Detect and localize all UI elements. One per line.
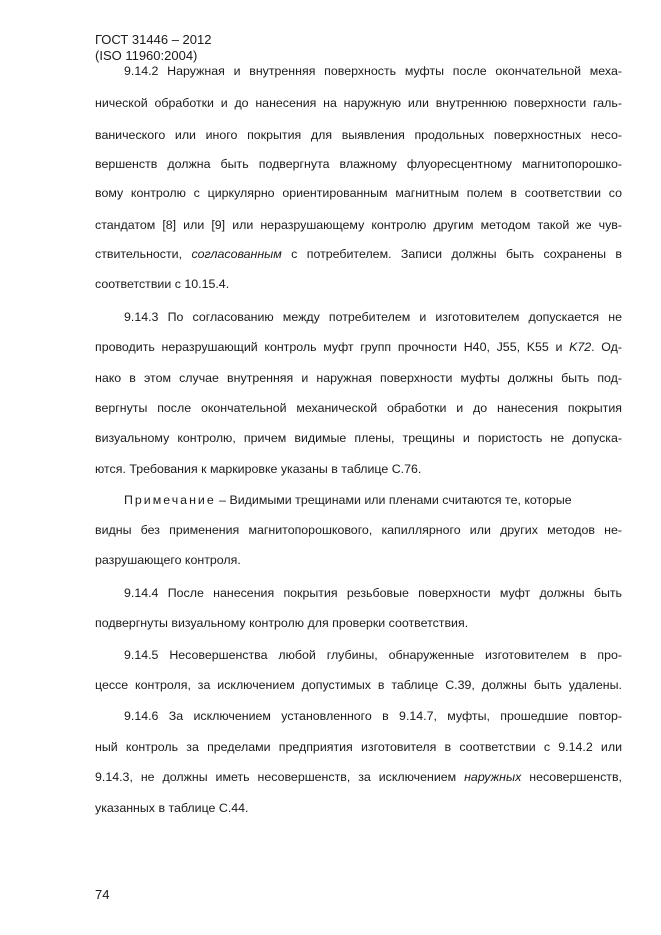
paragraph-9-14-6-line: ный контроль за пределами предприятия изготовителя в соответствии с 9.14.2 или	[95, 740, 622, 754]
paragraph-9-14-3-line: визуальному контролю, причем видимые плены, трещины и пористость не допуска-	[95, 431, 622, 445]
paragraph-9-14-5-line: 9.14.5 Несовершенства любой глубины, обнаруженные изготовителем в про-	[124, 648, 622, 662]
paragraph-9-14-2-line: ванического или иного покрытия для выявления продольных поверхностных несо-	[95, 128, 622, 142]
paragraph-9-14-3-line: вергнуты после окончательной механической обработки и до нанесения покрытия	[95, 401, 622, 415]
paragraph-9-14-2-line: вому контролю с циркулярно ориентированным магнитным полем в соответствии со	[95, 186, 622, 200]
page-number: 74	[95, 887, 110, 902]
note-line: разрушающего контроля.	[95, 553, 241, 567]
emphasis-text: согласованным	[191, 247, 282, 261]
paragraph-9-14-2-line: стандатом [8] или [9] или неразрушающему контролю другим методом такой же чув-	[95, 218, 622, 232]
paragraph-9-14-6-line: 9.14.3, не должны иметь несовершенств, за исключением наружных несовершенств,	[95, 770, 622, 784]
paragraph-9-14-6-line: указанных в таблице С.44.	[95, 801, 249, 815]
paragraph-9-14-6-line: 9.14.6 За исключением установленного в 9.14.7, муфты, прошедшие повтор-	[124, 709, 622, 723]
paragraph-9-14-4-line: подвергнуты визуальному контролю для проверки соответствия.	[95, 616, 469, 630]
paragraph-9-14-2-line: вершенств должна быть подвергнута влажному флуоресцентному магнитопорошко-	[95, 157, 622, 171]
note-line: видны без применения магнитопорошкового, капиллярного или других методов не-	[95, 523, 622, 537]
paragraph-9-14-2-line: соответствии с 10.15.4.	[95, 277, 230, 291]
paragraph-9-14-2-line: ствительности, согласованным с потребителем. Записи должны быть сохранены в	[95, 247, 622, 261]
document-header	[95, 32, 211, 64]
iso-reference: (ISO 11960:2004)	[95, 48, 198, 63]
note-line: Примечание – Видимыми трещинами или пленами считаются те, которые	[124, 493, 572, 507]
paragraph-9-14-4-line: 9.14.4 После нанесения покрытия резьбовые поверхности муфт должны быть	[124, 586, 622, 600]
paragraph-9-14-3-line: проводить неразрушающий контроль муфт групп прочности Н40, J55, K55 и K72. Од-	[95, 340, 622, 354]
paragraph-9-14-3-line: 9.14.3 По согласованию между потребителем и изготовителем допускается не	[124, 310, 622, 324]
paragraph-9-14-2-line: 9.14.2 Наружная и внутренняя поверхность муфты после окончательной меха-	[124, 64, 622, 78]
paragraph-9-14-3-line: ются. Требования к маркировке указаны в таблице С.76.	[95, 462, 422, 476]
paragraph-9-14-2-line: нической обработки и до нанесения на наружную или внутреннюю поверхности галь-	[95, 96, 622, 110]
note-label: Примечание	[124, 493, 216, 507]
emphasis-text: K72	[569, 340, 592, 354]
emphasis-text: наружных	[464, 770, 522, 784]
paragraph-9-14-5-line: цессе контроля, за исключением допустимых в таблице С.39, должны быть удалены.	[95, 678, 622, 692]
paragraph-9-14-3-line: нако в этом случае внутренняя и наружная поверхности муфты должны быть под-	[95, 371, 622, 385]
standard-number: ГОСТ 31446 – 2012	[95, 32, 212, 47]
